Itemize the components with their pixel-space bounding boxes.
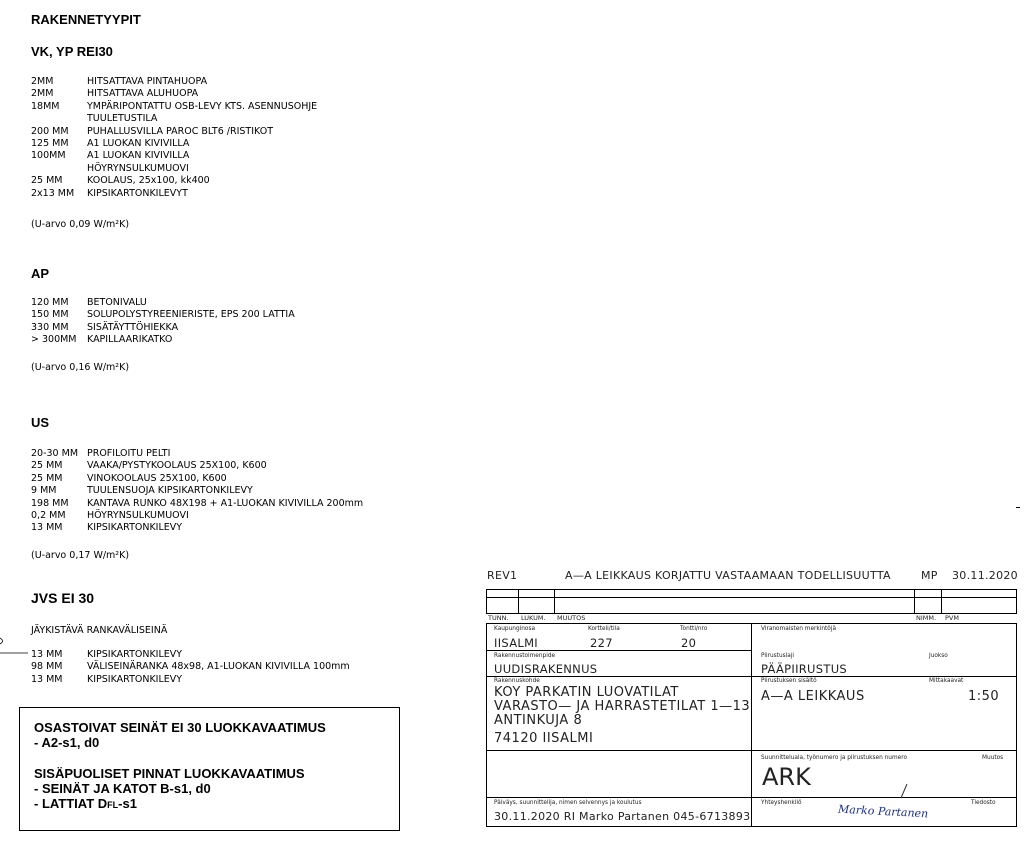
layer-thickness: 0,2 MM (31, 510, 66, 522)
layer-row (31, 322, 295, 334)
layer-description: KOOLAUS, 25x100, kk400 (87, 175, 210, 187)
rev-header-nimm: NIMM. (916, 614, 937, 622)
layer-description: VÄLISEINÄRANKA 48x98, A1-LUOKAN KIVIVILLA 100mm (87, 661, 350, 673)
layer-thickness: 100MM (31, 150, 66, 162)
layer-row (31, 460, 363, 472)
rev-header-tunn: TUNN. (488, 614, 509, 622)
layer-thickness: 25 MM (31, 175, 63, 187)
layer-description: YMPÄRIPONTATTU OSB-LEVY KTS. ASENNUSOHJE (87, 100, 318, 112)
layer-description: PUHALLUSVILLA PAROC BLT6 /RISTIKOT (87, 125, 273, 137)
label-piirustuslaji: Piirustuslaji (761, 653, 795, 659)
label-yhteyshenkilo: Yhteyshenkilö (761, 800, 802, 806)
layer-row (31, 448, 363, 460)
label-viranomaisten: Viranomaisten merkintöjä (761, 626, 837, 632)
section-heading-ap: AP (31, 266, 50, 281)
layer-thickness: > 300MM (31, 334, 77, 346)
label-rakennustoimenpide: Rakennustoimenpide (494, 653, 556, 659)
layer-description: A1 LUOKAN KIVIVILLA (87, 138, 190, 150)
uvalue-vk: (U-arvo 0,09 W/m²K) (31, 219, 130, 230)
layer-thickness: 13 MM (31, 522, 63, 534)
layer-description: TUULENSUOJA KIPSIKARTONKILEVY (87, 485, 253, 497)
layer-description: HÖYRYNSULKUMUOVI (87, 162, 189, 174)
layers-ap (31, 297, 295, 347)
layer-row (31, 522, 363, 534)
layer-row (31, 76, 317, 88)
layer-thickness: 18MM (31, 100, 60, 112)
layer-row (31, 649, 350, 661)
layer-thickness: 20-30 MM (31, 448, 79, 459)
req-line-4: - SEINÄT JA KATOT B-s1, d0 (34, 781, 211, 796)
edge-tick (1016, 507, 1020, 508)
signature: Marko Partanen (837, 802, 929, 821)
layer-thickness: 2MM (31, 88, 54, 100)
label-suunnitteluala: Suunnitteluala, työnumero ja piirustuksen numero (761, 755, 907, 761)
value-kohde-line-2: VARASTO— JA HARRASTETILAT 1—13 (494, 699, 751, 714)
layer-thickness: 2x13 MM (31, 187, 75, 199)
layer-description: KIPSIKARTONKILEVY (87, 673, 183, 685)
layer-thickness (31, 163, 87, 175)
layer-row (31, 297, 295, 309)
value-mittakaava: 1:50 (968, 689, 1000, 704)
uvalue-us: (U-arvo 0,17 W/m²K) (31, 550, 130, 561)
section-heading-vk: VK, YP REI30 (31, 44, 113, 59)
layer-description: TUULETUSTILA (87, 113, 158, 125)
label-tiedosto: Tiedosto (971, 800, 996, 806)
layer-description: KAPILLAARIKATKO (87, 334, 173, 346)
requirements-box (19, 707, 400, 831)
layer-row (31, 661, 350, 673)
layer-thickness: 13 MM (31, 673, 63, 685)
note-jvs: JÄYKISTÄVÄ RANKAVÄLISEINÄ (31, 625, 168, 636)
rev-code: REV1 (487, 569, 518, 582)
rev-initials: MP (921, 569, 938, 582)
value-kohde-line-3: ANTINKUJA 8 (494, 713, 583, 728)
req-line-5: - LATTIAT DFL-s1 (34, 796, 137, 811)
value-piirustuslaji: PÄÄPIIRUSTUS (761, 662, 848, 676)
leader-line-fragment (0, 630, 40, 660)
label-tontti: Tontti/nro (680, 626, 708, 632)
layer-description: SISÄTÄYTTÖHIEKKA (87, 321, 179, 333)
layer-thickness: 2MM (31, 76, 54, 87)
layer-description: VINOKOOLAUS 25X100, K600 (87, 472, 227, 484)
layer-description: KIPSIKARTONKILEVY (87, 649, 183, 660)
layers-vk (31, 76, 317, 200)
value-kaupunginosa: IISALMI (494, 636, 538, 650)
layer-row (31, 126, 317, 138)
layer-row (31, 188, 317, 200)
label-juoksu: Juokso (929, 653, 948, 659)
layer-row (31, 175, 317, 187)
rev-description: A—A LEIKKAUS KORJATTU VASTAAMAAN TODELLISUUTTA (565, 569, 891, 582)
label-kortteli: Kortteli/tila (588, 626, 620, 632)
layer-description: HÖYRYNSULKUMUOVI (87, 510, 189, 522)
value-suunnitteluala: ARK (762, 763, 811, 791)
layer-description: HITSATTAVA ALUHUOPA (87, 88, 199, 100)
layer-thickness: 198 MM (31, 497, 69, 509)
value-sisalto: A—A LEIKKAUS (761, 689, 865, 704)
layer-row (31, 485, 363, 497)
signature-slash (895, 782, 915, 800)
layer-row (31, 88, 317, 100)
label-rakennuskohde: Rakennuskohde (494, 678, 540, 684)
page-title: RAKENNETYYPIT (31, 12, 141, 27)
layer-thickness: 150 MM (31, 309, 69, 321)
label-piirustuksen-sisalto: Piirustuksen sisältö (761, 678, 817, 684)
value-kortteli: 227 (590, 636, 613, 650)
value-kohde-line-1: KOY PARKATIN LUOVATILAT (494, 685, 679, 700)
layer-thickness: 98 MM (31, 661, 63, 673)
layer-thickness: 200 MM (31, 125, 69, 137)
layer-thickness: 25 MM (31, 472, 63, 484)
uvalue-ap: (U-arvo 0,16 W/m²K) (31, 362, 130, 373)
layer-row (31, 334, 295, 346)
section-heading-jvs: JVS EI 30 (31, 590, 95, 606)
layer-description: PROFILOITU PELTI (87, 448, 171, 459)
layer-row (31, 113, 317, 125)
layer-description: KIPSIKARTONKILEVY (87, 522, 183, 534)
layer-row (31, 473, 363, 485)
label-paivays: Päiväys, suunnittelija, nimen selvennys ja koulutus (494, 800, 642, 806)
value-rakennustoimenpide: UUDISRAKENNUS (494, 662, 598, 676)
layer-description: A1 LUOKAN KIVIVILLA (87, 150, 190, 162)
layer-row (31, 309, 295, 321)
rev-header-lukum: LUKUM. (521, 614, 546, 622)
layer-description: VAAKA/PYSTYKOOLAUS 25X100, K600 (87, 460, 267, 472)
layer-row (31, 498, 363, 510)
value-kohde-line-4: 74120 IISALMI (494, 731, 594, 746)
req-line-3: SISÄPUOLISET PINNAT LUOKKAVAATIMUS (34, 766, 305, 781)
layer-description: KANTAVA RUNKO 48X198 + A1-LUOKAN KIVIVILLA 200mm (87, 497, 364, 509)
label-mittakaava: Mittakaavat (929, 678, 964, 684)
layer-thickness: 25 MM (31, 460, 63, 472)
layer-row (31, 138, 317, 150)
layer-description: HITSATTAVA PINTAHUOPA (87, 76, 208, 87)
layer-description: KIPSIKARTONKILEVYT (87, 187, 188, 199)
rev-date: 30.11.2020 (952, 569, 1018, 582)
layer-thickness: 120 MM (31, 297, 69, 308)
value-paivays: 30.11.2020 RI Marko Partanen 045-6713893 (494, 810, 751, 823)
label-muutos: Muutos (982, 755, 1004, 761)
layer-row (31, 150, 317, 162)
layer-row (31, 674, 350, 686)
layer-thickness (31, 113, 87, 125)
layer-thickness: 9 MM (31, 485, 57, 497)
label-kaupunginosa: Kaupunginosa (494, 626, 536, 632)
layers-jvs (31, 649, 350, 686)
value-tontti: 20 (681, 636, 697, 650)
layer-row (31, 101, 317, 113)
req-line-1: OSASTOIVAT SEINÄT EI 30 LUOKKAVAATIMUS (34, 720, 326, 735)
layers-us (31, 448, 363, 535)
layer-row (31, 510, 363, 522)
rev-header-muutos: MUUTOS (557, 614, 586, 622)
layer-thickness: 125 MM (31, 138, 69, 150)
rev-header-pvm: PVM (945, 614, 959, 622)
layer-row (31, 163, 317, 175)
req-line-2: - A2-s1, d0 (34, 735, 100, 750)
layer-thickness: 13 MM (31, 649, 63, 660)
section-heading-us: US (31, 415, 50, 430)
layer-thickness: 330 MM (31, 321, 69, 333)
layer-description: BETONIVALU (87, 297, 147, 308)
layer-description: SOLUPOLYSTYREENIERISTE, EPS 200 LATTIA (87, 309, 295, 321)
